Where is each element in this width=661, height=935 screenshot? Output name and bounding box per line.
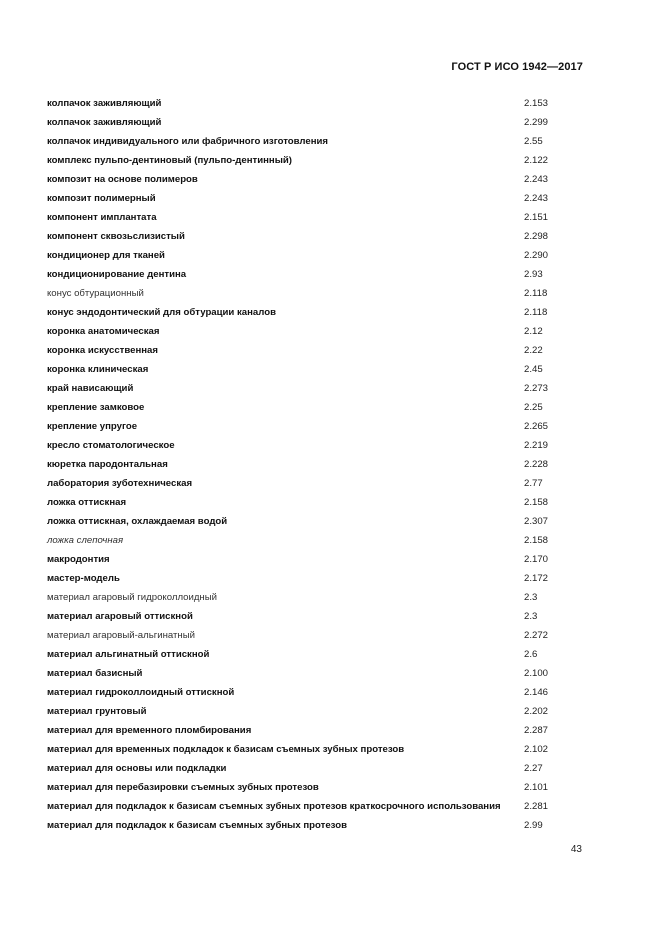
index-reference-number: 2.27 [524,763,543,774]
index-reference-number: 2.102 [524,744,549,755]
index-reference-number: 2.158 [524,497,549,508]
index-term: кюретка пародонтальная [47,459,168,470]
page-number: 43 [570,844,582,855]
index-reference-number: 2.299 [524,117,549,128]
index-reference-number: 2.25 [524,402,543,413]
index-term: материал для временных подкладок к базисам съемных зубных протезов [47,744,405,755]
index-entry [47,626,587,645]
index-entry [47,227,587,246]
index-entry [47,493,587,512]
index-entry [47,645,587,664]
index-reference-number: 2.219 [524,440,549,451]
index-reference-number: 2.6 [524,649,538,660]
index-reference-number: 2.118 [524,307,548,318]
index-term: композит полимерный [47,193,156,204]
index-entry [47,113,587,132]
index-term: материал для подкладок к базисам съемных зубных протезов краткосрочного использования [47,801,501,812]
index-entry [47,170,587,189]
index-reference-number: 2.3 [524,611,538,622]
index-entry [47,531,587,550]
index-entry [47,550,587,569]
index-entry [47,512,587,531]
index-entry [47,721,587,740]
index-term: край нависающий [47,383,134,394]
index-reference-number: 2.272 [524,630,549,641]
index-entry [47,740,587,759]
index-reference-number: 2.202 [524,706,549,717]
index-term: материал для временного пломбирования [47,725,252,736]
index-entry [47,759,587,778]
index-term: материал для перебазировки съемных зубных протезов [47,782,319,793]
index-entry [47,284,587,303]
index-reference-number: 2.100 [524,668,549,679]
index-term: коронка анатомическая [47,326,160,337]
index-term: кресло стоматологическое [47,440,175,451]
index-term: кондиционер для тканей [47,250,165,261]
index-term: материал грунтовый [47,706,147,717]
index-entry [47,265,587,284]
index-term: крепление замковое [47,402,145,413]
document-header: ГОСТ Р ИСО 1942—2017 [451,61,583,73]
index-reference-number: 2.158 [524,535,549,546]
index-entry [47,797,587,816]
index-term: комплекс пульпо-дентиновый (пульпо-дентинный) [47,155,292,166]
index-reference-number: 2.122 [524,155,549,166]
index-entry [47,778,587,797]
index-reference-number: 2.77 [524,478,543,489]
index-term: компонент имплантата [47,212,157,223]
index-term: лаборатория зуботехническая [47,478,193,489]
index-term: композит на основе полимеров [47,174,198,185]
index-term: крепление упругое [47,421,138,432]
index-reference-number: 2.243 [524,174,549,185]
index-term: материал для основы или подкладки [47,763,227,774]
index-term: материал агаровый гидроколлоидный [47,592,217,603]
index-entry [47,360,587,379]
index-reference-number: 2.101 [524,782,549,793]
index-reference-number: 2.151 [524,212,549,223]
index-entry [47,151,587,170]
index-term: конус эндодонтический для обтурации каналов [47,307,276,318]
index-reference-number: 2.273 [524,383,549,394]
index-entry [47,132,587,151]
index-reference-number: 2.3 [524,592,538,603]
index-reference-number: 2.287 [524,725,549,736]
index-reference-number: 2.243 [524,193,549,204]
index-reference-number: 2.118 [524,288,548,299]
index-entry [47,208,587,227]
index-term: колпачок заживляющий [47,98,162,109]
index-entry [47,303,587,322]
index-entry [47,607,587,626]
index-term: материал для подкладок к базисам съемных зубных протезов [47,820,347,831]
index-term: материал агаровый оттискной [47,611,193,622]
index-entry [47,189,587,208]
index-reference-number: 2.265 [524,421,549,432]
index-reference-number: 2.172 [524,573,549,584]
index-term: ложка оттискная, охлаждаемая водой [47,516,228,527]
index-term: материал гидроколлоидный оттискной [47,687,235,698]
index-term: макродонтия [47,554,110,565]
index-entry [47,455,587,474]
index-entry [47,94,587,113]
index-entry [47,816,587,835]
index-entry [47,246,587,265]
index-reference-number: 2.93 [524,269,543,280]
index-term: коронка искусственная [47,345,158,356]
index-reference-number: 2.290 [524,250,549,261]
index-entry [47,379,587,398]
index-entry [47,683,587,702]
index-reference-number: 2.22 [524,345,543,356]
index-term: конус обтурационный [47,288,144,299]
index-reference-number: 2.146 [524,687,549,698]
index-entry [47,588,587,607]
index-term: мастер-модель [47,573,120,584]
index-reference-number: 2.153 [524,98,549,109]
index-entry [47,436,587,455]
index-term: колпачок заживляющий [47,117,162,128]
index-entry [47,664,587,683]
index-term: кондиционирование дентина [47,269,187,280]
index-reference-number: 2.12 [524,326,543,337]
index-term: ложка оттискная [47,497,127,508]
index-entry [47,341,587,360]
index-reference-number: 2.170 [524,554,549,565]
index-reference-number: 2.307 [524,516,549,527]
index-term: ложка слепочная [47,535,124,546]
index-entry [47,417,587,436]
index-reference-number: 2.55 [524,136,543,147]
index-term: колпачок индивидуального или фабричного изготовления [47,136,328,147]
index-entry [47,702,587,721]
index-term: материал агаровый-альгинатный [47,630,195,641]
index-term: материал базисный [47,668,143,679]
index-reference-number: 2.228 [524,459,549,470]
index-entry [47,398,587,417]
index-reference-number: 2.45 [524,364,543,375]
index-entry [47,474,587,493]
index-entry [47,322,587,341]
index-reference-number: 2.281 [524,801,549,812]
index-term: коронка клиническая [47,364,149,375]
index-reference-number: 2.99 [524,820,543,831]
index-entry [47,569,587,588]
index-term: материал альгинатный оттискной [47,649,210,660]
index-reference-number: 2.298 [524,231,549,242]
term-index-list [47,94,587,835]
index-term: компонент сквозьслизистый [47,231,185,242]
